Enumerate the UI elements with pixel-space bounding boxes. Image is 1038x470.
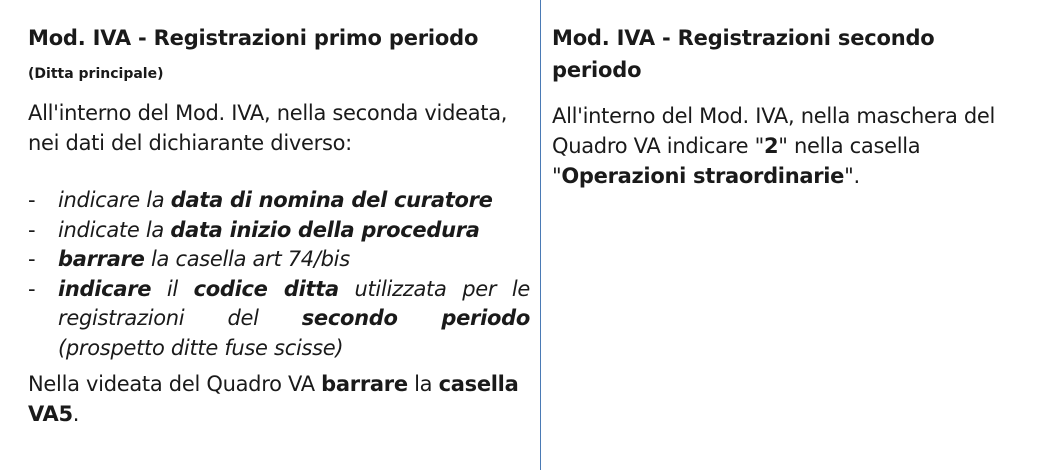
list-item-text: il <box>151 276 194 301</box>
dash-marker: - <box>28 276 36 301</box>
left-subtitle: (Ditta principale) <box>28 66 164 82</box>
right-column <box>541 0 1038 470</box>
right-title: Mod. IVA - Registrazioni secondo periodo <box>552 26 935 82</box>
list-item <box>28 216 530 246</box>
body-text: " nella casella " <box>552 134 921 188</box>
list-item-text: indicare la <box>58 188 171 212</box>
list-item-text: utilizzata per le registrazioni del <box>58 276 530 330</box>
body-text: ". <box>844 164 860 188</box>
closing-text: Nella videata del Quadro VA <box>28 372 322 396</box>
left-closing <box>28 369 530 429</box>
dash-marker: - <box>28 247 36 271</box>
left-title: Mod. IVA - Registrazioni primo periodo <box>28 26 479 50</box>
closing-text: . <box>72 402 80 426</box>
closing-bold: casella VA5 <box>28 372 519 426</box>
list-item-bold: secondo periodo <box>301 306 530 330</box>
right-body <box>552 101 1026 191</box>
body-text: All'interno del Mod. IVA, nella maschera del Quadro VA indicare " <box>552 104 996 158</box>
list-item-bold: indicare <box>58 276 152 301</box>
list-item <box>28 245 530 275</box>
body-bold: Operazioni straordinarie <box>561 164 845 188</box>
list-item-bold: data inizio della procedura <box>170 217 480 242</box>
dash-marker: - <box>28 188 36 212</box>
list-item <box>28 186 530 216</box>
list-item-bold: barrare <box>58 247 145 271</box>
list-item-text: indicate la <box>58 217 171 242</box>
list-item-bold: data di nomina del curatore <box>170 188 493 212</box>
dash-marker: - <box>28 217 36 242</box>
body-bold: 2 <box>763 134 779 158</box>
closing-text: la <box>407 372 439 396</box>
instruction-list <box>28 186 530 363</box>
list-item <box>28 275 530 364</box>
left-intro: All'interno del Mod. IVA, nella seconda videata, nei dati del dichiarante diverso: <box>28 101 508 155</box>
list-item-bold: codice ditta <box>193 276 339 301</box>
list-item-text: la casella art 74/bis <box>144 247 350 271</box>
list-item-text: (prospetto ditte fuse scisse) <box>58 335 344 360</box>
closing-bold: barrare <box>321 372 408 396</box>
